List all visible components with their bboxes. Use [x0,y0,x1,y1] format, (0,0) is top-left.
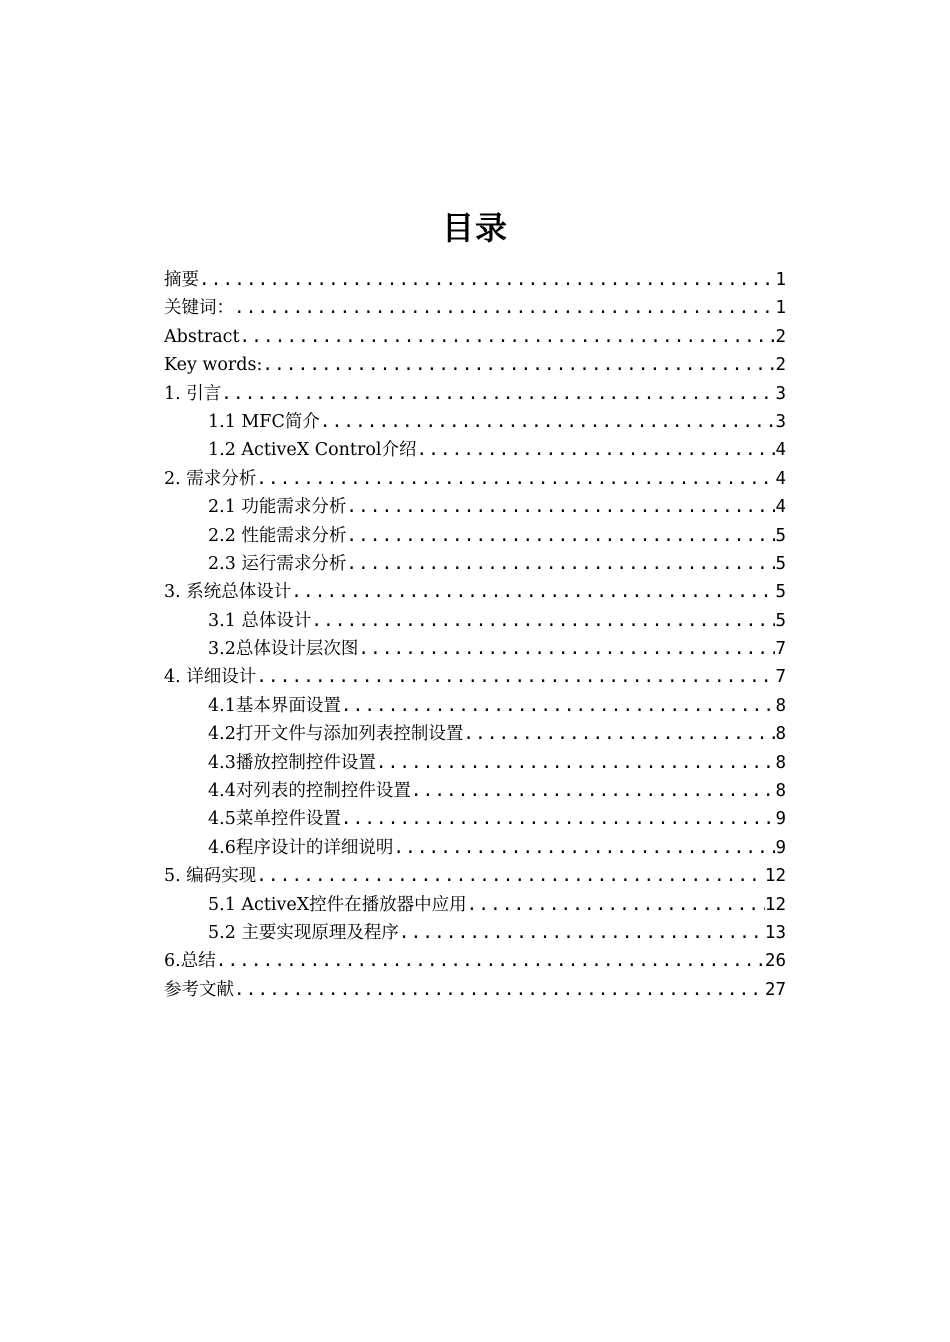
toc-entry-page-number: 4 [775,497,786,518]
toc-entry-page-number: 8 [775,752,786,773]
dot-leader [256,465,775,493]
toc-entry[interactable] [164,351,786,379]
toc-entry[interactable] [164,663,786,691]
toc-entry-title: 4. 详细设计 [164,667,257,688]
toc-entry[interactable] [164,493,786,521]
dot-leader [358,635,775,663]
toc-entry-page-number: 2 [775,355,786,376]
toc-entry-title: 摘要 [164,270,199,290]
dot-leader [256,862,765,890]
toc-entry[interactable] [164,777,786,805]
dot-leader [376,749,776,777]
toc-entry[interactable] [164,294,786,322]
toc-entry-title: 6.总结 [164,951,216,972]
toc-entry-title: 5.1 ActiveX控件在播放器中应用 [208,894,467,915]
toc-entry[interactable] [164,550,786,578]
dot-leader [240,323,776,351]
toc-entry-page-number: 3 [775,411,786,432]
dot-leader [256,663,775,691]
toc-entry-title: 5. 编码实现 [164,866,257,887]
toc-entry-title: 4.1基本界面设置 [208,695,341,716]
toc-entry-page-number: 5 [775,610,786,631]
toc-entry-page-number: 27 [764,979,786,1000]
table-of-contents [164,266,786,1004]
toc-entry-page-number: 8 [775,695,786,716]
toc-entry-page-number: 1 [775,298,786,319]
toc-entry-page-number: 26 [764,951,786,972]
dot-leader [341,805,776,833]
dot-leader [262,351,775,379]
toc-entry[interactable] [164,465,786,493]
toc-entry-page-number: 5 [775,525,786,546]
toc-entry-title: Key words: [164,355,263,376]
toc-entry-title: 5.2 主要实现原理及程序 [208,922,399,943]
toc-entry-title: 1.2 ActiveX Control介绍 [208,440,417,461]
toc-title: 目录 [441,209,508,247]
toc-entry-title: 3. 系统总体设计 [164,582,292,603]
toc-entry-page-number: 7 [775,639,786,660]
dot-leader [467,891,765,919]
toc-entry[interactable] [164,436,786,464]
toc-entry-page-number: 8 [775,724,786,745]
dot-leader [311,607,775,635]
toc-entry-page-number: 9 [775,809,786,830]
dot-leader [346,550,775,578]
dot-leader [416,436,775,464]
toc-entry-title: Abstract [164,326,240,347]
toc-entry-page-number: 4 [775,468,786,489]
toc-entry[interactable] [164,805,786,833]
toc-entry-title: 2.3 运行需求分析 [208,553,347,574]
toc-entry-page-number: 8 [775,781,786,802]
toc-entry-title: 3.2总体设计层次图 [208,639,359,660]
toc-entry[interactable] [164,692,786,720]
dot-leader [393,834,775,862]
dot-leader [234,976,765,1004]
toc-entry-title: 参考文献 [164,979,234,1000]
dot-leader [346,493,775,521]
toc-entry-page-number: 9 [775,837,786,858]
dot-leader [346,522,775,550]
toc-entry-title: 4.6程序设计的详细说明 [208,837,394,858]
toc-entry[interactable] [164,834,786,862]
toc-entry-title: 2.2 性能需求分析 [208,525,347,546]
toc-entry[interactable] [164,578,786,606]
dot-leader [341,692,776,720]
toc-entry-page-number: 2 [775,326,786,347]
dot-leader [399,919,765,947]
dot-leader [291,578,775,606]
toc-entry[interactable] [164,720,786,748]
toc-entry[interactable] [164,635,786,663]
dot-leader [320,408,776,436]
toc-entry-page-number: 4 [775,440,786,461]
toc-entry-title: 4.5菜单控件设置 [208,809,341,830]
dot-leader [216,947,765,975]
toc-entry[interactable] [164,266,786,294]
toc-entry[interactable] [164,749,786,777]
toc-entry-title: 1. 引言 [164,383,222,404]
toc-entry[interactable] [164,947,786,975]
toc-entry-page-number: 12 [764,894,786,915]
toc-entry-title: 1.1 MFC简介 [208,411,320,432]
toc-entry-title: 2.1 功能需求分析 [208,497,347,518]
toc-entry[interactable] [164,380,786,408]
toc-entry-title: 2. 需求分析 [164,468,257,489]
toc-entry-page-number: 3 [775,383,786,404]
dot-leader [199,266,775,294]
toc-entry-title: 4.2打开文件与添加列表控制设置 [208,724,464,745]
toc-entry-page-number: 5 [775,582,786,603]
dot-leader [221,380,775,408]
toc-entry[interactable] [164,607,786,635]
toc-entry-page-number: 12 [764,866,786,887]
dot-leader [411,777,776,805]
toc-entry-page-number: 5 [775,553,786,574]
dot-leader [234,294,775,322]
toc-entry[interactable] [164,522,786,550]
toc-entry-title: 关键词： [164,298,234,319]
dot-leader [463,720,775,748]
toc-entry-page-number: 7 [775,667,786,688]
toc-entry-title: 4.4对列表的控制控件设置 [208,781,411,802]
toc-entry[interactable] [164,919,786,947]
toc-entry[interactable] [164,323,786,351]
toc-entry[interactable] [164,862,786,890]
toc-entry-page-number: 1 [775,270,786,290]
toc-entry[interactable] [164,891,786,919]
toc-entry-page-number: 13 [764,922,786,943]
toc-entry-title: 3.1 总体设计 [208,610,312,631]
toc-entry[interactable] [164,976,786,1004]
toc-entry-title: 4.3播放控制控件设置 [208,752,376,773]
toc-entry[interactable] [164,408,786,436]
